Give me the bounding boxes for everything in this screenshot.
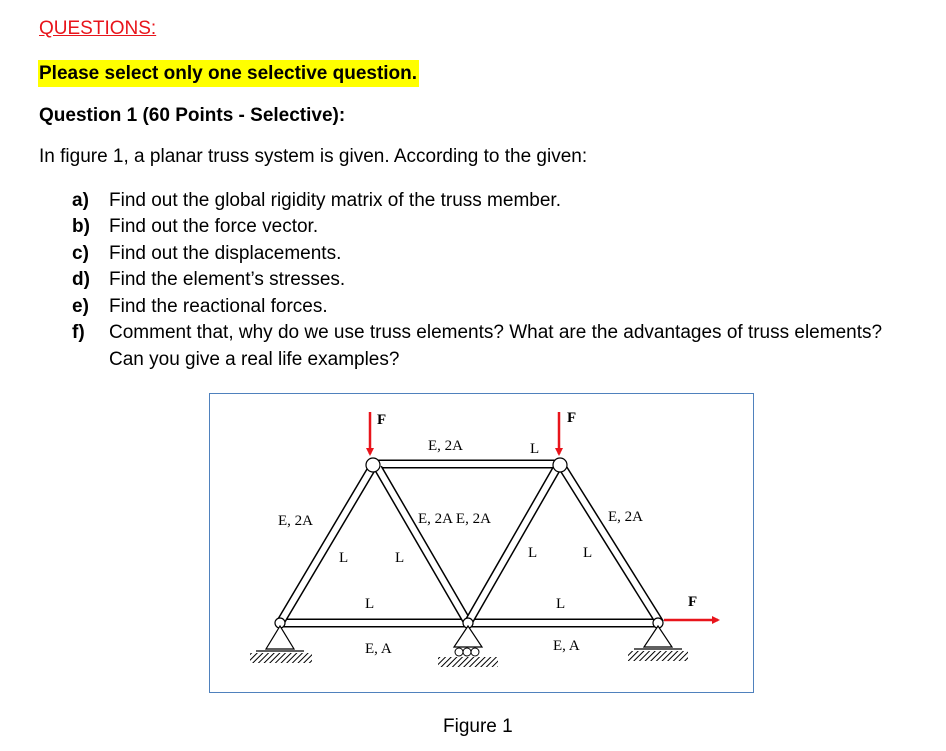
list-item-label: a) [72,190,89,211]
list-item-d [72,269,345,291]
top-length-label: L [530,441,540,457]
list-item-text: Find out the global rigidity matrix of the truss member. [109,190,561,211]
right-diagonal [563,468,660,623]
list-item-label: c) [72,243,89,264]
right-diagonal-length-b: L [583,545,593,561]
bottom-right-length: L [556,596,566,612]
left-diagonal-length-a: L [339,550,349,566]
list-item-a [72,190,561,212]
list-item-label: b) [72,216,90,237]
list-item-label: d) [72,269,90,290]
list-item-text: Find out the displacements. [109,243,342,264]
list-item-c [72,243,341,265]
figure-caption: Figure 1 [443,716,513,737]
list-item-text: Find out the force vector. [109,216,319,237]
question-title: Question 1 (60 Points - Selective): [39,105,346,126]
right-diagonal-label: E, 2A [608,509,643,525]
questions-heading: QUESTIONS: [39,18,157,39]
list-item-b [72,216,318,238]
list-item-text: Comment that, why do we use truss elements? What are the advantages of truss elements? Can you give a real life examples? [109,322,883,370]
joint-top-left [366,458,380,472]
left-diagonal-length-b: L [395,550,405,566]
top-member-label: E, 2A [428,438,463,454]
roller-support-center [438,626,498,667]
left-diagonal-label: E, 2A [278,513,313,529]
bottom-left-length: L [365,596,375,612]
list-item-f [72,319,892,373]
list-item-label: e) [72,296,89,317]
center-diagonals-label: E, 2A E, 2A [418,511,491,527]
left-diagonal [280,468,375,623]
bottom-right-member-label: E, A [553,638,580,654]
list-item-e [72,296,328,318]
question-intro: In figure 1, a planar truss system is given. According to the given: [39,146,588,167]
right-diagonal-length-a: L [528,545,538,561]
highlighted-instruction: Please select only one selective question. [38,60,419,87]
load-label-left: F [377,412,387,428]
pin-support-right [628,626,688,661]
joint-top-right [553,458,567,472]
figure-frame [209,393,754,693]
center-right-diagonal [468,468,557,623]
pin-support-left [250,626,312,663]
load-label-horizontal: F [688,594,698,610]
ground-hatch [438,657,498,667]
list-item-label: f) [72,322,85,343]
bottom-left-member-label: E, A [365,641,392,657]
center-left-diagonal [378,468,468,623]
ground-hatch [250,653,312,663]
list-item-text: Find the reactional forces. [109,296,328,317]
truss-diagram [210,394,755,694]
load-label-right: F [567,410,577,426]
ground-hatch [628,651,688,661]
list-item-text: Find the element’s stresses. [109,269,346,290]
